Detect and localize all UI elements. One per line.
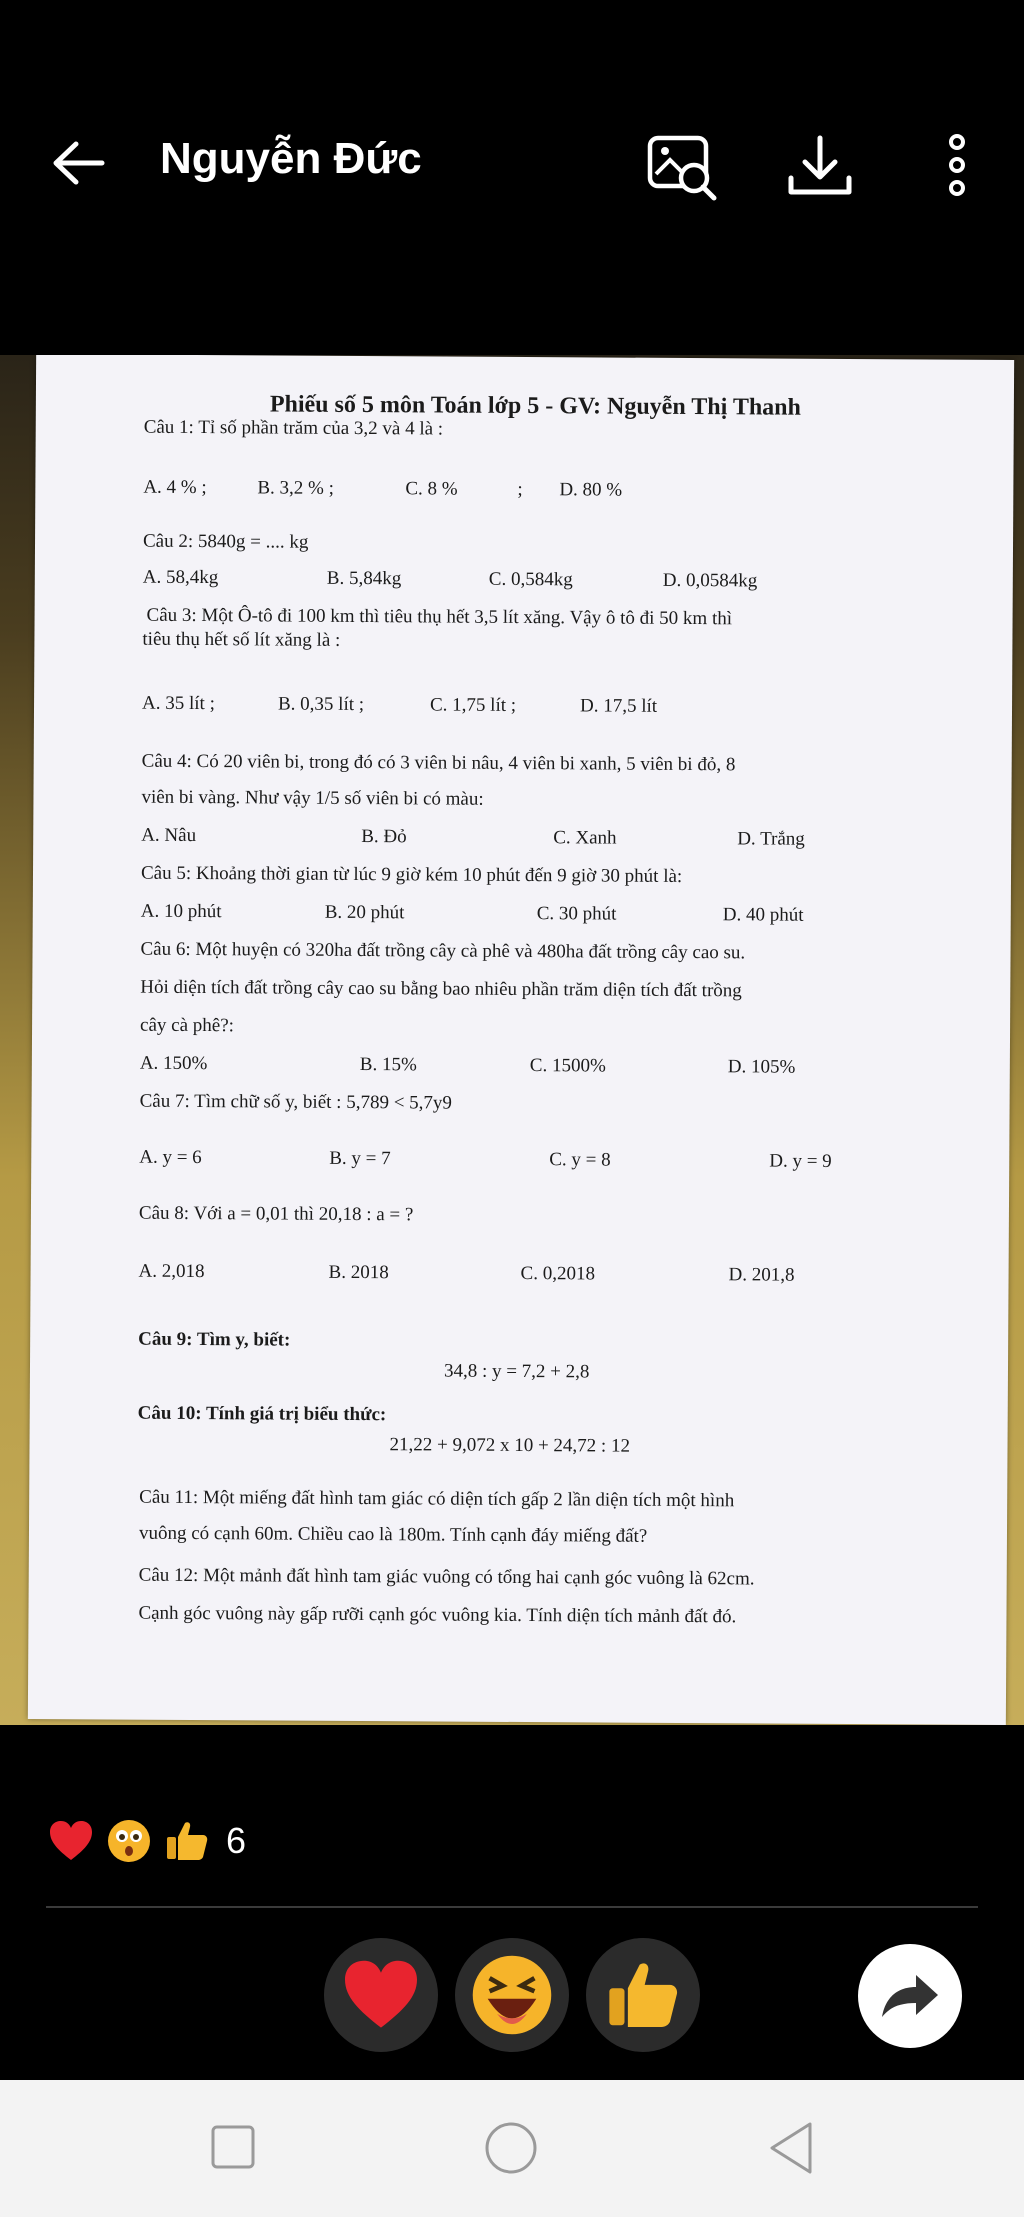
q5-option-d: D. 40 phút xyxy=(722,904,804,926)
question-1: Câu 1: Tỉ số phần trăm của 3,2 và 4 là : xyxy=(143,416,444,440)
question-11-line-1: Câu 11: Một miếng đất hình tam giác có diện tích gấp 2 lần diện tích một hình xyxy=(139,1486,735,1512)
top-bar xyxy=(0,0,1024,355)
thumbs-up-icon xyxy=(164,1818,210,1864)
q1-separator: ; xyxy=(517,478,523,500)
q2-option-d: D. 0,0584kg xyxy=(662,569,758,592)
q8-option-b: B. 2018 xyxy=(328,1261,389,1284)
q2-option-b: B. 5,84kg xyxy=(326,567,402,590)
q1-option-c: C. 8 % xyxy=(405,478,458,500)
circle-icon[interactable] xyxy=(484,2121,538,2175)
thumbs-up-icon xyxy=(606,1958,680,2032)
wow-face-icon xyxy=(106,1818,152,1864)
question-8: Câu 8: Với a = 0,01 thì 20,18 : a = ? xyxy=(138,1202,414,1226)
react-like-button[interactable] xyxy=(586,1938,700,2052)
q7-option-a: A. y = 6 xyxy=(139,1146,202,1169)
question-4-line-1: Câu 4: Có 20 viên bi, trong đó có 3 viên bi nâu, 4 viên bi xanh, 5 viên bi đỏ, 8 xyxy=(141,750,736,776)
q6-option-d: D. 105% xyxy=(727,1056,796,1078)
q7-option-d: D. y = 9 xyxy=(769,1150,832,1172)
q1-option-a: A. 4 % ; xyxy=(143,476,207,499)
question-6-line-1: Câu 6: Một huyện có 320ha đất trồng cây cà phê và 480ha đất trồng cây cao su. xyxy=(140,938,746,964)
q5-option-b: B. 20 phút xyxy=(324,901,405,924)
react-haha-button[interactable] xyxy=(455,1938,569,2052)
q6-option-c: C. 1500% xyxy=(529,1055,606,1077)
q7-option-c: C. y = 8 xyxy=(549,1149,611,1171)
q7-option-b: B. y = 7 xyxy=(329,1147,391,1170)
question-10-expression: 21,22 + 9,072 x 10 + 24,72 : 12 xyxy=(389,1434,631,1457)
q6-option-b: B. 15% xyxy=(359,1054,417,1076)
question-6-line-3: cây cà phê?: xyxy=(140,1014,235,1037)
reaction-summary[interactable] xyxy=(48,1813,246,1869)
q3-option-c: C. 1,75 lít ; xyxy=(429,694,517,716)
q5-option-a: A. 10 phút xyxy=(140,900,222,923)
back-arrow-icon[interactable] xyxy=(50,138,106,188)
q3-option-a: A. 35 lít ; xyxy=(141,692,215,715)
download-icon[interactable] xyxy=(783,132,857,202)
heart-icon xyxy=(341,1959,421,2031)
q2-option-c: C. 0,584kg xyxy=(488,568,573,591)
q1-option-b: B. 3,2 % ; xyxy=(257,477,334,499)
question-12-line-2: Cạnh góc vuông này gấp rưỡi cạnh góc vuông kia. Tính diện tích mảnh đất đó. xyxy=(138,1602,737,1628)
question-7: Câu 7: Tìm chữ số y, biết : 5,789 < 5,7y9 xyxy=(139,1090,453,1114)
q5-option-c: C. 30 phút xyxy=(536,903,617,925)
q1-option-d: D. 80 % xyxy=(559,479,623,501)
page-title: Nguyễn Đức xyxy=(160,134,422,183)
question-2: Câu 2: 5840g = .... kg xyxy=(142,530,309,553)
haha-face-icon xyxy=(469,1952,555,2038)
question-5: Câu 5: Khoảng thời gian từ lúc 9 giờ kém 10 phút đến 9 giờ 30 phút là: xyxy=(140,862,683,887)
q8-option-d: D. 201,8 xyxy=(728,1264,795,1286)
share-arrow-icon xyxy=(880,1971,940,2021)
photo[interactable] xyxy=(0,355,1024,1725)
q4-option-b: B. Đỏ xyxy=(361,826,407,848)
worksheet-title: Phiếu số 5 môn Toán lớp 5 - GV: Nguyễn Thị Thanh xyxy=(269,391,801,421)
question-9-expression: 34,8 : y = 7,2 + 2,8 xyxy=(443,1360,590,1383)
square-icon[interactable] xyxy=(210,2124,256,2170)
image-search-icon[interactable] xyxy=(646,132,720,202)
react-heart-button[interactable] xyxy=(324,1938,438,2052)
q3-option-b: B. 0,35 lít ; xyxy=(277,693,365,716)
question-6-line-2: Hỏi diện tích đất trồng cây cao su bằng bao nhiêu phần trăm diện tích đất trồng xyxy=(140,976,742,1002)
reaction-count: 6 xyxy=(226,1820,247,1861)
question-12-line-1: Câu 12: Một mảnh đất hình tam giác vuông có tổng hai cạnh góc vuông là 62cm. xyxy=(138,1564,755,1590)
q6-option-a: A. 150% xyxy=(139,1052,208,1075)
question-11-line-2: vuông có cạnh 60m. Chiều cao là 180m. Tính cạnh đáy miếng đất? xyxy=(138,1522,648,1547)
worksheet-paper xyxy=(28,355,1014,1725)
question-3-line-1: Câu 3: Một Ô-tô đi 100 km thì tiêu thụ hết 3,5 lít xăng. Vậy ô tô đi 50 km thì xyxy=(146,604,733,630)
question-3-line-2: tiêu thụ hết số lít xăng là : xyxy=(142,628,341,651)
q4-option-d: D. Trắng xyxy=(737,828,805,850)
heart-icon xyxy=(48,1818,94,1864)
q4-option-a: A. Nâu xyxy=(141,824,197,847)
divider xyxy=(46,1906,978,1908)
q3-option-d: D. 17,5 lít xyxy=(579,695,658,717)
q4-option-c: C. Xanh xyxy=(553,827,617,849)
share-button[interactable] xyxy=(858,1944,962,2048)
q8-option-a: A. 2,018 xyxy=(138,1260,205,1283)
q8-option-c: C. 0,2018 xyxy=(520,1263,596,1285)
q2-option-a: A. 58,4kg xyxy=(142,566,219,589)
question-9: Câu 9: Tìm y, biết: xyxy=(138,1328,291,1351)
more-options-icon[interactable] xyxy=(940,132,974,202)
question-10: Câu 10: Tính giá trị biểu thức: xyxy=(137,1402,387,1426)
question-4-line-2: viên bi vàng. Như vậy 1/5 số viên bi có màu: xyxy=(141,786,484,810)
triangle-back-icon[interactable] xyxy=(768,2121,814,2175)
